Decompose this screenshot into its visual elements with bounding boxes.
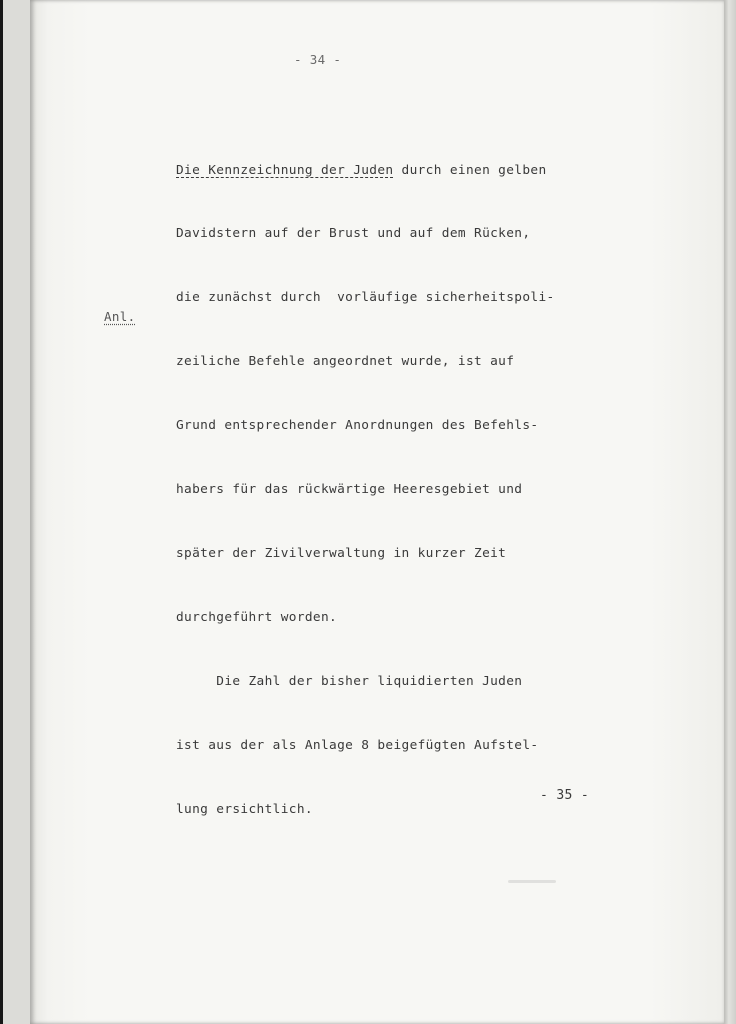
text-line: lung ersichtlich. — [176, 801, 313, 817]
margin-note: Anl. — [104, 309, 136, 324]
text-line: die zunächst durch vorläufige sicherheitspoli- — [176, 290, 555, 306]
body-text — [176, 117, 555, 862]
text-line: Grund entsprechender Anordnungen des Befehls- — [176, 418, 539, 434]
text-line: durchgeführt worden. — [176, 609, 338, 625]
page-number-bottom: - 35 - — [540, 788, 590, 803]
page-number-top: - 34 - — [294, 52, 342, 67]
text-line: ist aus der als Anlage 8 beigefügten Aufstel- — [176, 737, 539, 753]
text-line: habers für das rückwärtige Heeresgebiet und — [176, 482, 523, 498]
text-line: später der Zivilverwaltung in kurzer Zeit — [176, 545, 507, 561]
text-line: zeiliche Befehle angeordnet wurde, ist auf — [176, 354, 515, 370]
text-line: Die Zahl der bisher liquidierten Juden — [176, 673, 523, 689]
underlined-heading: Die Kennzeichnung der Juden — [176, 162, 394, 178]
paper-smudge — [508, 880, 556, 883]
text-line: Davidstern auf der Brust und auf dem Rücken, — [176, 226, 531, 242]
page-right-edge — [724, 0, 736, 1024]
line1-rest: durch einen gelben — [393, 162, 547, 178]
text-line-1 — [176, 160, 555, 181]
